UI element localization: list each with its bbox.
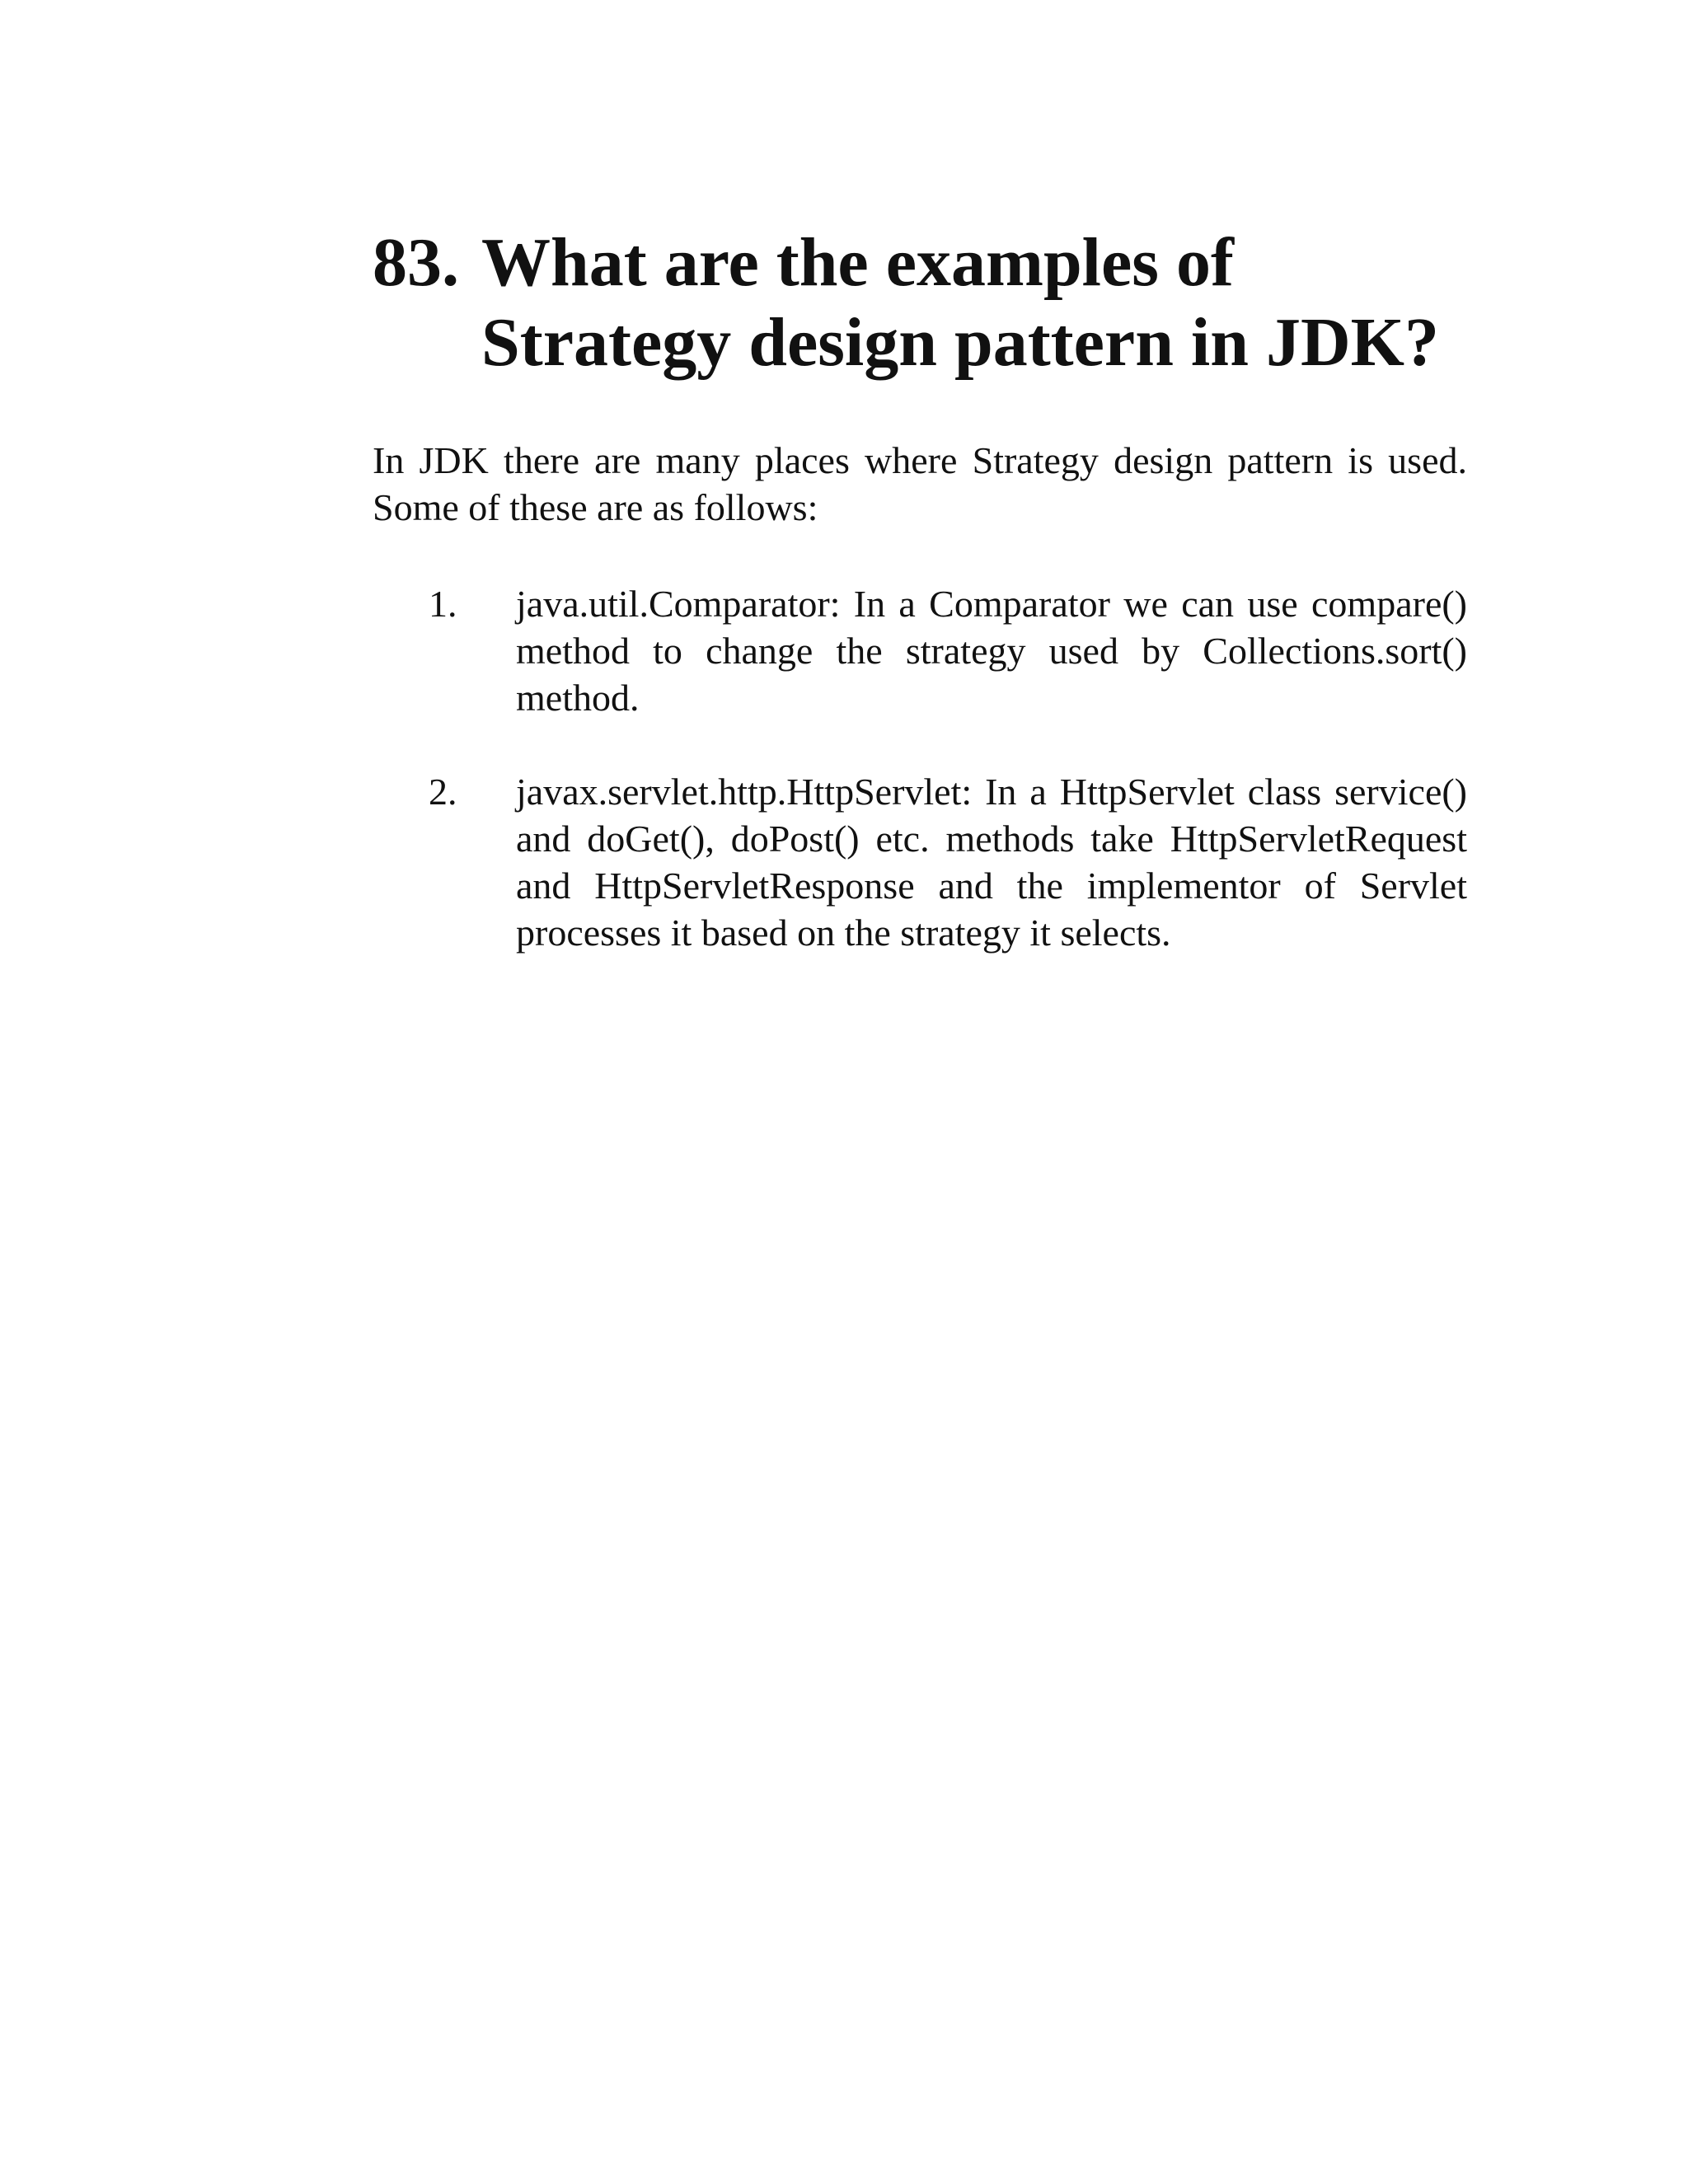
question-heading	[373, 223, 1467, 382]
list-item-text: java.util.Comparator: In a Comparator we can use compare() method to change the strategy used by Collections.sort() method.	[516, 583, 1467, 719]
examples-list	[373, 580, 1467, 956]
question-number: 83.	[373, 224, 459, 301]
list-item-number: 2.	[429, 771, 457, 813]
list-item-text: javax.servlet.http.HttpServlet: In a HttpServlet class service() and doGet(), doPost() etc. methods take HttpServletRequest and HttpServletResponse and the implementor of Servlet processes it based on the strategy it selects.	[516, 771, 1467, 954]
question-title: What are the examples of Strategy design pattern in JDK?	[481, 224, 1439, 381]
list-item-number: 1.	[429, 583, 457, 625]
list-item	[373, 580, 1467, 721]
list-item	[373, 768, 1467, 956]
document-content	[373, 223, 1467, 1003]
intro-paragraph: In JDK there are many places where Strategy design pattern is used. Some of these are as follows:	[373, 439, 1467, 528]
